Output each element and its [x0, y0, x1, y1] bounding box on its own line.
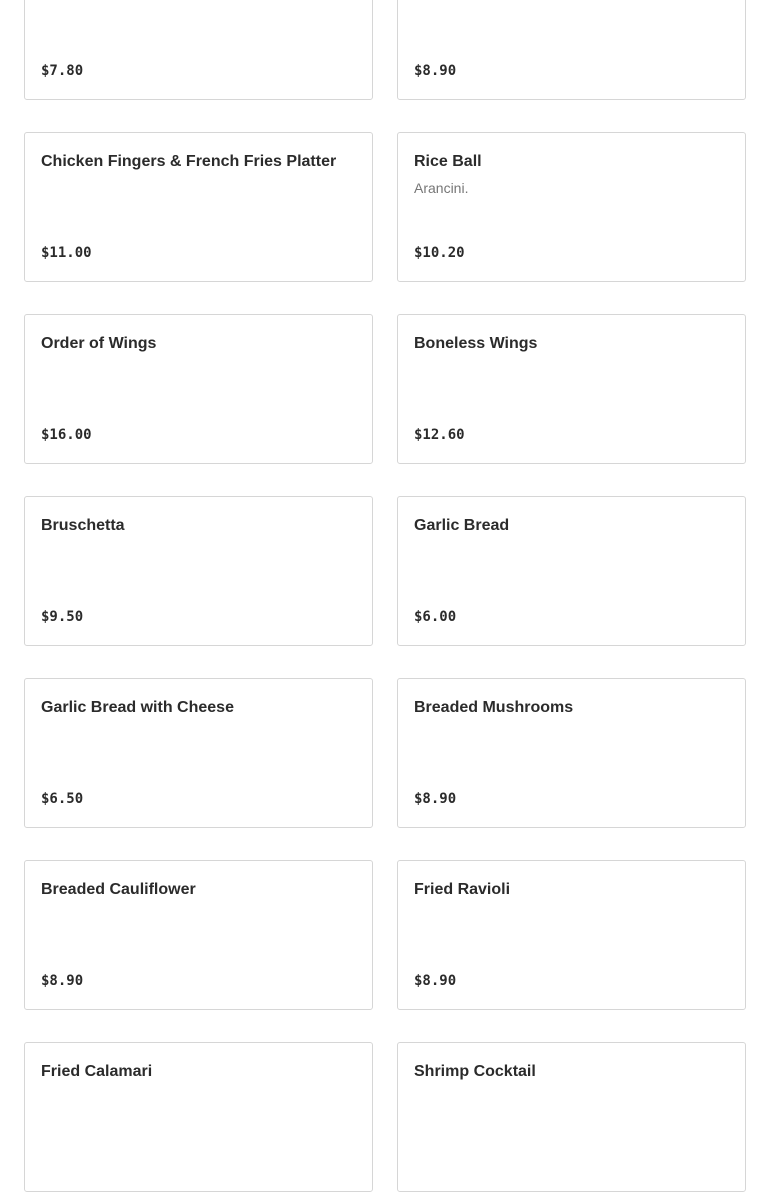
- menu-item-price: $6.50: [41, 791, 84, 807]
- menu-item-name: Garlic Bread: [414, 517, 510, 534]
- menu-item-card[interactable]: [24, 0, 373, 100]
- menu-item-name: Breaded Cauliflower: [41, 881, 196, 898]
- menu-item-card[interactable]: [397, 496, 746, 646]
- menu-item-card[interactable]: [397, 678, 746, 828]
- menu-item-card[interactable]: [397, 860, 746, 1010]
- menu-item-card[interactable]: [24, 314, 373, 464]
- menu-item-card[interactable]: [24, 132, 373, 282]
- menu-item-price: $8.90: [414, 973, 457, 989]
- menu-item-price: $8.90: [414, 791, 457, 807]
- menu-item-name: Rice Ball: [414, 153, 482, 170]
- menu-item-price: $10.20: [414, 245, 465, 261]
- menu-item-description: Arancini.: [414, 180, 469, 196]
- menu-item-name: Garlic Bread with Cheese: [41, 699, 234, 716]
- menu-item-card[interactable]: [397, 314, 746, 464]
- menu-item-card[interactable]: [24, 678, 373, 828]
- menu-item-card[interactable]: [397, 132, 746, 282]
- menu-item-price: $7.80: [41, 63, 84, 79]
- menu-item-name: Fried Ravioli: [414, 881, 511, 898]
- menu-item-price: $8.90: [41, 973, 84, 989]
- menu-item-name: Breaded Mushrooms: [414, 699, 574, 716]
- menu-item-price: $9.50: [41, 609, 84, 625]
- menu-item-card[interactable]: [397, 1042, 746, 1192]
- menu-item-price: $6.00: [414, 609, 457, 625]
- menu-item-price: $16.00: [41, 427, 92, 443]
- menu-item-name: Fried Calamari: [41, 1063, 153, 1080]
- menu-item-price: $12.60: [414, 427, 465, 443]
- menu-item-name: Bruschetta: [41, 517, 125, 534]
- menu-item-price: $8.90: [414, 63, 457, 79]
- menu-item-price: $11.00: [41, 245, 92, 261]
- menu-item-name: Chicken Fingers & French Fries Platter: [41, 153, 337, 170]
- menu-item-name: Boneless Wings: [414, 335, 538, 352]
- menu-item-card[interactable]: [24, 1042, 373, 1192]
- menu-item-card[interactable]: [397, 0, 746, 100]
- menu-item-card[interactable]: [24, 496, 373, 646]
- menu-item-card[interactable]: [24, 860, 373, 1010]
- menu-item-name: Order of Wings: [41, 335, 157, 352]
- menu-items-grid: [24, 0, 746, 1192]
- menu-item-name: Shrimp Cocktail: [414, 1063, 536, 1080]
